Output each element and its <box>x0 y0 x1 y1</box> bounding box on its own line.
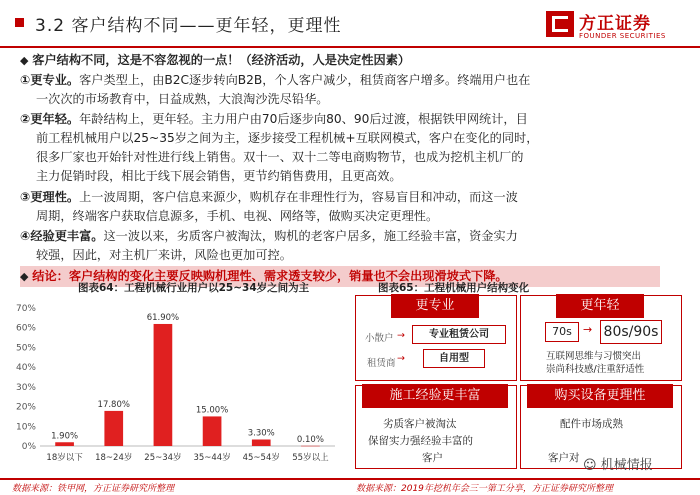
experience-line-1: 劣质客户被淘汰 <box>383 418 457 430</box>
arrow-right-icon: → <box>583 323 593 336</box>
young-note-1: 互联网思维与习惯突出 <box>546 351 642 362</box>
diamond-bullet-icon: ◆ <box>20 54 33 67</box>
data-label: 15.00% <box>195 405 229 416</box>
conclusion-text-2: ，销量也不会出现滑坡式下降。 <box>336 269 508 283</box>
x-tick-label: 35~44岁 <box>193 453 231 463</box>
left-figure-caption: 图表64：工程机械行业用户以25~34岁之间为主 <box>78 282 310 294</box>
y-tick-label: 0% <box>21 442 36 452</box>
founder-logo <box>546 8 691 44</box>
bar <box>154 324 173 446</box>
rational-line-1: 配件市场成熟 <box>560 418 623 430</box>
title-bullet-square <box>15 18 24 27</box>
diamond-bullet-icon: ◆ <box>20 270 33 283</box>
y-tick-label: 70% <box>15 304 36 314</box>
footer-divider <box>0 478 700 480</box>
intro-text: 客户结构不同，这是不容忽视的一点！（经济活动，人是决定性因素） <box>32 53 411 67</box>
self-use-tag: 自用型 <box>423 349 485 368</box>
x-tick-label: 55岁以上 <box>292 453 329 463</box>
conclusion-text-1: 客户结构的变化主要反映购机理性、需求透支较少 <box>68 269 337 283</box>
slide-header <box>0 0 700 44</box>
point-2-line-3: 很多厂家也开始针对性进行线上销售。双十一、双十二等电商购物节，也成为挖机主机厂的 <box>36 150 524 164</box>
left-figure-source: 数据来源：铁甲网，方正证券研究所整理 <box>12 484 175 494</box>
point-4-text: 这一波以来，劣质客户被淘汰，购机的老客户居多，施工经验丰富，资金实力 <box>103 229 518 243</box>
bar <box>203 416 222 446</box>
x-tick-label: 45~54岁 <box>242 453 280 463</box>
bar <box>104 411 123 446</box>
point-4-line-1 <box>20 227 518 246</box>
y-tick-label: 30% <box>15 382 36 393</box>
rational-line-2: 客户对 <box>548 452 580 464</box>
x-tick-label: 18~24岁 <box>95 453 133 463</box>
bar <box>301 446 320 447</box>
point-2-heading: 更年轻。 <box>30 112 80 126</box>
point-1-line-2: 一次次的市场教育中，日益成熟，大浪淘沙洗尽铅华。 <box>36 92 329 106</box>
young-note-2: 崇尚科技感/注重舒适性 <box>546 364 645 375</box>
x-tick-label: 25~34岁 <box>144 453 182 463</box>
data-label: 3.30% <box>247 428 275 439</box>
point-2-text: 年龄结构上，更年轻。主力用户由70后逐步向80、90后过渡，根据铁甲网统计，目 <box>79 112 528 126</box>
y-tick-label: 50% <box>15 343 36 354</box>
quadrant-younger-title: 更年轻 <box>556 294 644 318</box>
y-tick-label: 40% <box>15 363 36 374</box>
right-figure-source: 数据来源：2019年挖机年会三一第工分享，方正证券研究所整理 <box>356 484 613 494</box>
watermark-text: 机械情报 <box>600 458 653 473</box>
small-retail-label: 小散户 <box>365 333 394 344</box>
age-bar-chart <box>10 296 340 471</box>
y-tick-label: 10% <box>15 422 36 433</box>
watermark <box>583 454 653 473</box>
logo-text-en: FOUNDER SECURITIES <box>579 32 666 40</box>
bar <box>252 439 271 446</box>
point-1-number: ① <box>20 73 31 87</box>
data-label: 1.90% <box>51 431 79 442</box>
point-3-text: 上一波周期，客户信息来源少，购机存在非理性行为，容易盲目和冲动，而这一波 <box>79 190 518 204</box>
conclusion-label: 结论： <box>32 269 69 283</box>
x-tick-label: 18岁以下 <box>46 453 83 463</box>
y-tick-label: 60% <box>15 323 36 334</box>
wechat-icon: ☺ <box>583 458 597 473</box>
point-2-line-4: 主力促销时段，相比于线下展会销售，更节约销售费用，且更高效。 <box>36 169 402 183</box>
intro-line <box>20 51 410 70</box>
arrow-right-icon: → <box>397 353 405 364</box>
right-figure-caption: 图表65：工程机械用户结构变化 <box>378 282 530 294</box>
point-4-heading: 经验更丰富。 <box>30 229 104 243</box>
age-70s-tag: 70s <box>545 322 579 342</box>
point-3-line-2: 周期，终端客户获取信息源多，手机、电视、网络等，做购买决定更理性。 <box>36 209 439 223</box>
point-1-heading: 更专业。 <box>30 73 80 87</box>
data-label: 0.10% <box>296 434 324 445</box>
age-80s-90s-tag: 80s/90s <box>600 320 662 344</box>
logo-text-cn: 方正证券 <box>579 14 651 34</box>
point-3-heading: 更理性。 <box>30 190 80 204</box>
point-4-number: ④ <box>20 229 31 243</box>
bar <box>55 442 74 446</box>
data-label: 17.80% <box>97 399 130 410</box>
professional-leasing-tag: 专业租赁公司 <box>412 325 506 344</box>
quadrant-experience-title: 施工经验更丰富 <box>362 384 508 408</box>
point-2-line-2: 前工程机械用户以25~35岁之间为主，逐步接受工程机械+互联网模式，客户在变化的同时， <box>36 131 539 145</box>
quadrant-rational-title: 购买设备更理性 <box>527 384 673 408</box>
point-2-line-1 <box>20 110 528 129</box>
point-1-line-1 <box>20 71 530 90</box>
experience-line-2: 保留实力强经验丰富的 <box>368 435 473 447</box>
point-2-number: ② <box>20 112 31 126</box>
founder-logo-icon <box>546 11 574 37</box>
data-label: 61.90% <box>146 312 180 323</box>
point-3-number: ③ <box>20 190 31 204</box>
point-1-text: 客户类型上，由B2C逐步转向B2B，个人客户减少，租赁商客户增多。终端用户也在 <box>79 73 531 87</box>
point-3-line-1 <box>20 188 518 207</box>
quadrant-professional-title: 更专业 <box>391 294 479 318</box>
arrow-right-icon: → <box>397 330 405 341</box>
leasing-label: 租赁商 <box>367 358 396 369</box>
experience-line-3: 客户 <box>422 452 443 464</box>
slide-title: 3.2 客户结构不同——更年轻，更理性 <box>35 16 342 36</box>
point-4-line-2: 较强，因此，对主机厂来讲，风险也更加可控。 <box>36 248 292 262</box>
y-tick-label: 20% <box>15 402 36 413</box>
header-divider <box>0 46 700 48</box>
